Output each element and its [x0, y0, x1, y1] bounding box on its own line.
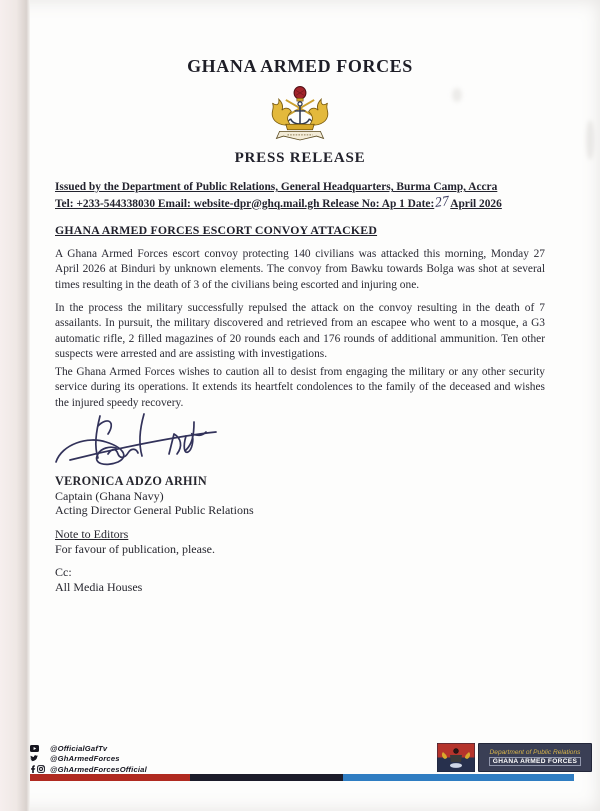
scan-smudge: [452, 88, 462, 102]
cc-label: Cc:: [55, 565, 72, 579]
page-title: GHANA ARMED FORCES: [187, 56, 413, 76]
signatory-block: [55, 474, 254, 518]
facebook-instagram-icons: [30, 765, 50, 773]
footer-logo-textbox: [478, 743, 592, 772]
doc-type-heading: PRESS RELEASE: [234, 150, 366, 166]
social-handle-youtube: @OfficialGafTv: [50, 743, 108, 753]
body-paragraph-2: In the process the military successfully repulsed the attack on the convoy resulting in the death of 7 assailants. In pursuit, the military discovered and retrieved from an escapee who went to a mosque, a G3 automatic rifle, 2 filled magazines of 20 rounds each and 176 rounds of additional ammunition. Ten other suspects were arrested and are assisting with investigations.: [55, 302, 545, 361]
paper-edge-shadow: [0, 0, 30, 811]
social-row-facebook-instagram: [30, 764, 147, 775]
signatory-title: Acting Director General Public Relations: [55, 503, 254, 518]
bar-segment-black: [190, 774, 343, 781]
contact-prefix: Tel: +233-544338030 Email: website-dpr@ghq.mail.gh Release No: Ap 1 Date:: [55, 197, 435, 210]
note-to-editors-block: [55, 527, 215, 556]
contact-suffix: April 2026: [450, 197, 502, 210]
gaf-crest-icon: [259, 85, 341, 156]
footer-dept-logo: [437, 743, 592, 777]
handwritten-signature: [48, 412, 238, 483]
handwritten-date: 27: [434, 193, 450, 211]
footer-tricolor-bar: [30, 774, 574, 781]
bar-segment-red: [30, 774, 190, 781]
note-to-editors-heading: Note to Editors: [55, 527, 129, 541]
social-handles-block: [30, 743, 147, 775]
signatory-rank: Captain (Ghana Navy): [55, 488, 164, 503]
footer-logo-org: GHANA ARMED FORCES: [489, 757, 581, 766]
youtube-icon: [30, 745, 50, 752]
signatory-name: VERONICA ADZO ARHIN: [55, 474, 207, 488]
release-headline: GHANA ARMED FORCES ESCORT CONVOY ATTACKED: [55, 223, 378, 237]
gaf-mini-crest-icon: [437, 743, 475, 777]
cc-recipients: All Media Houses: [55, 579, 143, 594]
social-row-youtube: [30, 743, 147, 754]
social-handle-facebook-instagram: @GhArmedForcesOfficial: [50, 764, 147, 774]
social-row-twitter: [30, 754, 147, 765]
contact-line: [55, 193, 545, 213]
issued-by-line: Issued by the Department of Public Relations, General Headquarters, Burma Camp, Accra: [55, 181, 498, 193]
twitter-icon: [30, 755, 50, 762]
cc-block: [55, 565, 142, 594]
footer-logo-dept: Department of Public Relations: [489, 749, 581, 756]
body-paragraph-1: A Ghana Armed Forces escort convoy protecting 140 civilians was attacked this morning, Monday 27 April 2026 at Binduri by unknown elements. The convoy from Bawku towards Bolga was shot at several times resulting in the death of 3 of the civilians being escorted and injuring one.: [55, 248, 545, 291]
issued-by-block: [55, 180, 545, 212]
bar-segment-blue: [343, 774, 574, 781]
body-paragraph-3: The Ghana Armed Forces wishes to caution all to desist from engaging the military or any other security service during its operations. It extends its heartfelt condolences to the family of the deceased and wishes the injured speedy recovery.: [55, 366, 545, 409]
social-handle-twitter: @GhArmedForces: [50, 754, 120, 764]
note-to-editors-body: For favour of publication, please.: [55, 541, 215, 556]
